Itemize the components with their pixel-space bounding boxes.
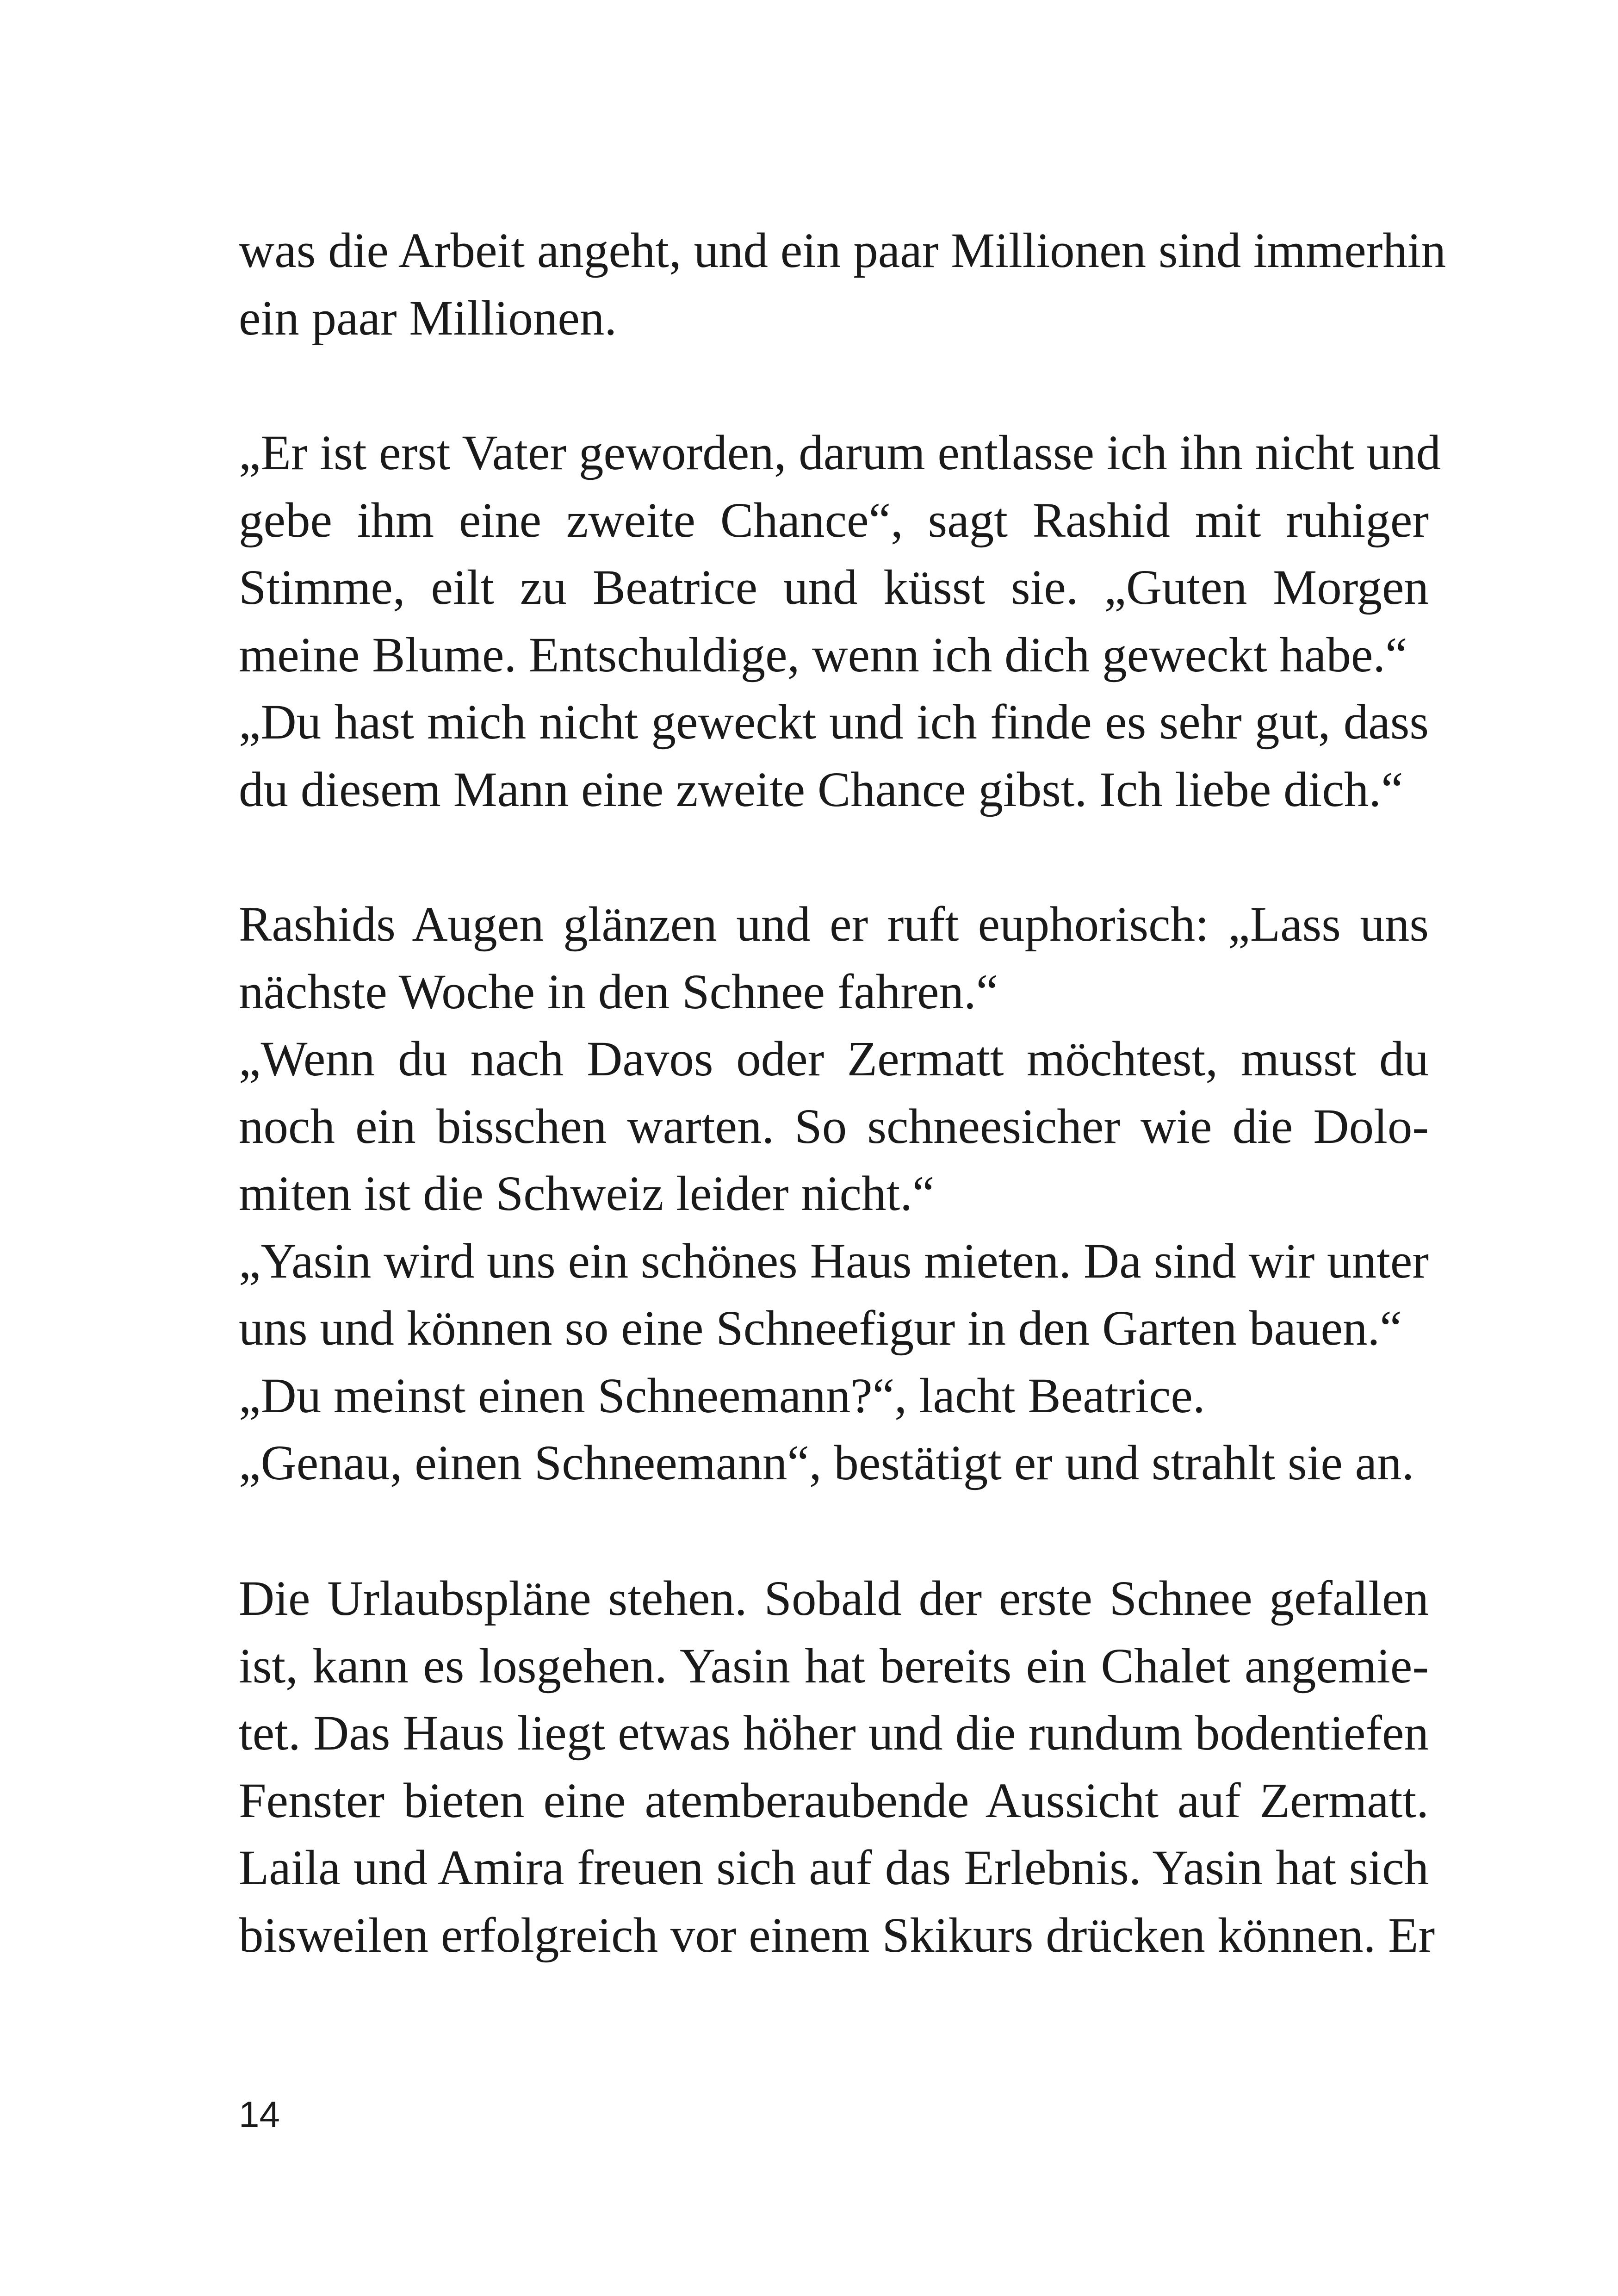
text-line: Stimme, eilt zu Beatrice und küsst sie. „Guten Morgen: [239, 560, 1429, 615]
paragraph-4: [239, 1565, 1435, 1969]
text-line: „Wenn du nach Davos oder Zermatt möchtest, musst du: [239, 1032, 1429, 1086]
text-line: „Yasin wird uns ein schönes Haus mieten. Da sind wir unter: [239, 1234, 1429, 1289]
text-line: Laila und Amira freuen sich auf das Erlebnis. Yasin hat sich: [239, 1841, 1429, 1895]
text-line: was die Arbeit angeht, und ein paar Millionen sind immerhin: [239, 223, 1446, 278]
text-line: uns und können so eine Schneefigur in den Garten bauen.“: [239, 1301, 1402, 1356]
text-line: „Er ist erst Vater geworden, darum entlasse ich ihn nicht und: [239, 426, 1441, 480]
text-line: miten ist die Schweiz leider nicht.“: [239, 1167, 935, 1221]
text-line: Rashids Augen glänzen und er ruft euphorisch: „Lass uns: [239, 897, 1429, 952]
text-line: gebe ihm eine zweite Chance“, sagt Rashid mit ruhiger: [239, 493, 1429, 548]
text-line: ein paar Millionen.: [239, 291, 617, 346]
paragraph-2: [239, 420, 1441, 824]
text-line: Fenster bieten eine atemberaubende Aussicht auf Zermatt.: [239, 1773, 1429, 1828]
text-line: „Du hast mich nicht geweckt und ich finde es sehr gut, dass: [239, 695, 1429, 750]
text-line: bisweilen erfolgreich vor einem Skikurs drücken können. Er: [239, 1908, 1435, 1963]
paragraph-1: [239, 217, 1446, 352]
text-line: du diesem Mann eine zweite Chance gibst. Ich liebe dich.“: [239, 762, 1403, 817]
text-line: ist, kann es losgehen. Yasin hat bereits ein Chalet angemie-: [239, 1638, 1429, 1694]
text-line: noch ein bisschen warten. So schneesicher wie die Dolo-: [239, 1099, 1429, 1154]
text-line: meine Blume. Entschuldige, wenn ich dich geweckt habe.“: [239, 627, 1407, 683]
text-line: „Genau, einen Schneemann“, bestätigt er und strahlt sie an.: [239, 1436, 1414, 1490]
text-line: tet. Das Haus liegt etwas höher und die rundum bodentiefen: [239, 1706, 1429, 1761]
page-number: 14: [239, 2094, 280, 2135]
text-line: „Du meinst einen Schneemann?“, lacht Beatrice.: [239, 1368, 1205, 1423]
paragraph-3: [239, 891, 1429, 1497]
text-line: Die Urlaubspläne stehen. Sobald der erste Schnee gefallen: [239, 1571, 1429, 1626]
text-line: nächste Woche in den Schnee fahren.“: [239, 964, 998, 1019]
